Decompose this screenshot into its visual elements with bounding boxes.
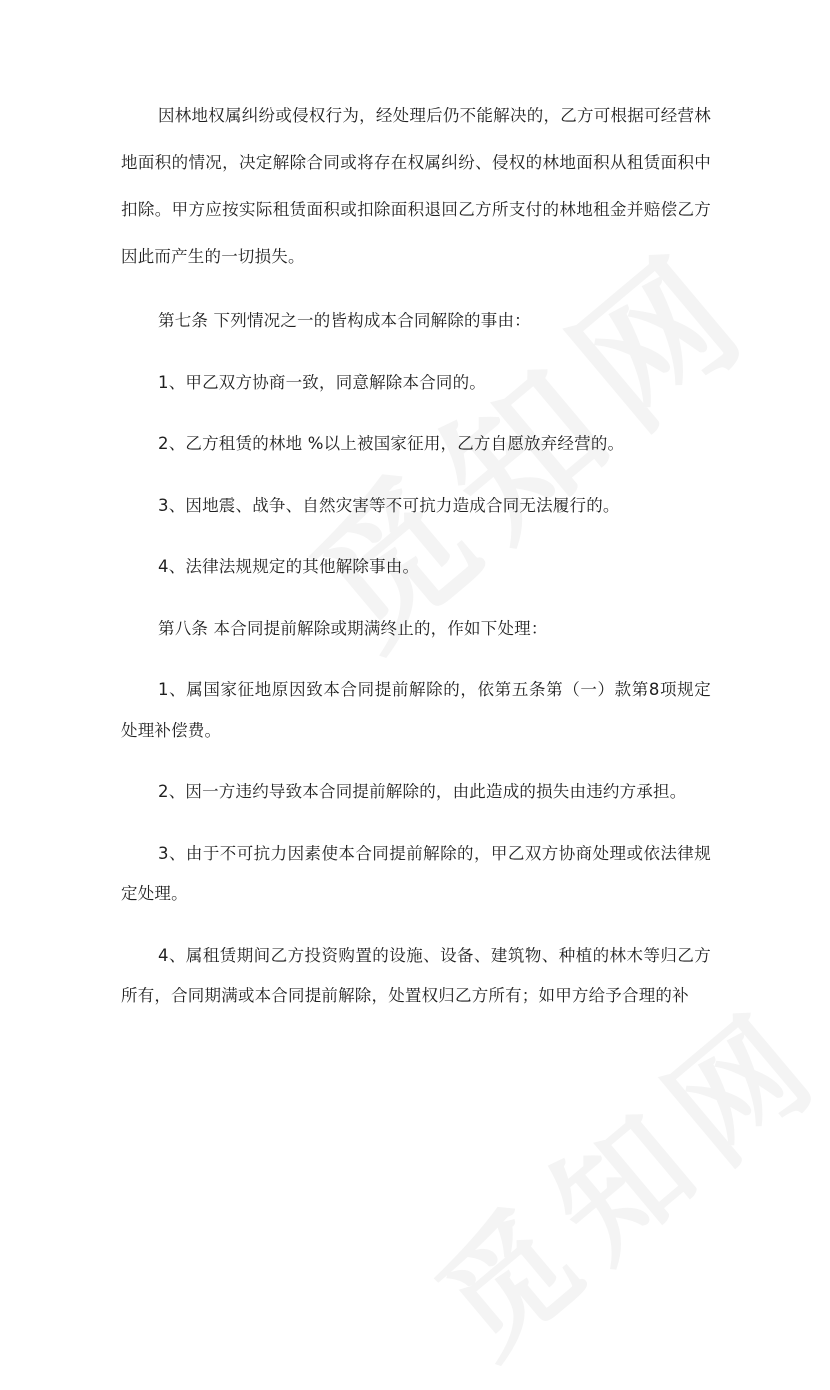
article-7-item-3: 3、因地震、战争、自然灾害等不可抗力造成合同无法履行的。	[158, 495, 620, 515]
article-7-item-2: 2、乙方租赁的林地 %以上被国家征用，乙方自愿放弃经营的。	[158, 434, 625, 453]
article-7-item-1: 1、甲乙双方协商一致，同意解除本合同的。	[158, 372, 486, 392]
article-7-heading: 第七条 下列情况之一的皆构成本合同解除的事由：	[158, 311, 531, 330]
article-8-item-1: 1、属国家征地原因致本合同提前解除的，依第五条第（一）款第8项规定处理补偿费。	[121, 680, 711, 740]
article-8-item-2: 2、因一方违约导致本合同提前解除的，由此造成的损失由违约方承担。	[158, 782, 687, 801]
article-8-item-4: 4、属租赁期间乙方投资购置的设施、设备、建筑物、种植的林木等归乙方所有，合同期满或本合同提前解除，处置权归乙方所有；如甲方给予合理的补	[121, 945, 711, 1005]
article-8-item-3: 3、由于不可抗力因素使本合同提前解除的，甲乙双方协商处理或依法律规定处理。	[121, 843, 711, 903]
paragraph-forest-dispute: 因林地权属纠纷或侵权行为，经处理后仍不能解决的，乙方可根据可经营林地面积的情况，决定解除合同或将存在权属纠纷、侵权的林地面积从租赁面积中扣除。甲方应按实际租赁面积或扣除面积退回乙方所支付的林地租金并赔偿乙方因此而产生的一切损失。	[121, 106, 711, 266]
article-7-item-4: 4、法律法规规定的其他解除事由。	[158, 557, 420, 576]
document-body	[121, 92, 711, 1017]
article-8-heading: 第八条 本合同提前解除或期满终止的，作如下处理：	[158, 618, 548, 638]
